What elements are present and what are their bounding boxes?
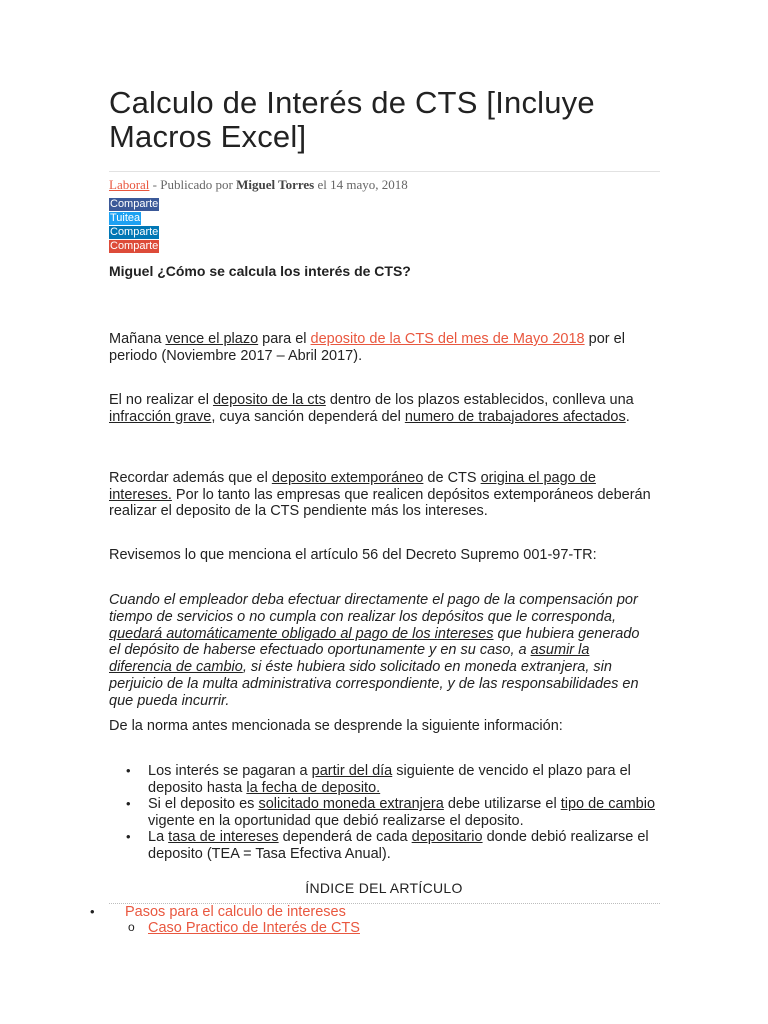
text: Si el deposito es [148, 796, 259, 813]
text: , si éste hubiera sido solicitado en moneda extranjera, sin perjuicio de la multa administrativa correspondiente, y de las responsabilidades en que pueda incurrir. [109, 659, 639, 709]
underlined-text: numero de trabajadores afectados [404, 408, 626, 425]
underlined-text: origina el pago de intereses. [109, 470, 596, 503]
text: dependerá de cada [278, 829, 412, 846]
text: . [625, 408, 630, 425]
underlined-text: asumir la diferencia de cambio [109, 642, 590, 676]
underlined-text: deposito de la cts [212, 392, 326, 408]
paragraph-2 [109, 392, 654, 425]
underlined-text: deposito extemporáneo [271, 470, 424, 486]
underlined-text: quedará automáticamente obligado al pago de los intereses [109, 625, 494, 642]
info-list [109, 763, 669, 863]
text: La [148, 829, 169, 846]
text: por el periodo (Noviembre 2017 – Abril 2017). [109, 331, 625, 364]
text: Cuando el empleador deba efectuar directamente el pago de la compensación por tiempo de servicios o no cumpla con realizar los depósitos que le corresponda, [109, 592, 638, 625]
paragraph-1 [109, 331, 654, 364]
text: vigente en la oportunidad que debió realizarse el deposito. [148, 812, 524, 829]
title-divider [109, 171, 660, 172]
underlined-text: solicitado moneda extranjera [258, 796, 444, 813]
text: de CTS [423, 470, 481, 486]
share-facebook-button[interactable]: Comparte [110, 198, 159, 210]
toc-link-case[interactable]: Caso Practico de Interés de CTS [148, 920, 360, 936]
cts-deposit-may-2018-link[interactable]: deposito de la CTS del mes de Mayo 2018 [310, 331, 585, 347]
text: dentro de los plazos establecidos, conlleva una [325, 392, 634, 408]
circle-bullet-icon: o [128, 920, 135, 934]
bullet-icon: • [90, 904, 95, 919]
underlined-text: partir del día [311, 763, 393, 779]
article-title: Calculo de Interés de CTS [Incluye Macros Excel] [109, 85, 595, 154]
article-index-title: ÍNDICE DEL ARTÍCULO [305, 880, 463, 896]
text: , cuya sanción dependerá del [211, 408, 405, 425]
text: para el [258, 331, 311, 347]
share-google-button[interactable]: Comparte [110, 240, 159, 252]
paragraph-5: De la norma antes mencionada se desprende la siguiente información: [109, 718, 563, 734]
toc-link-steps[interactable]: Pasos para el calculo de intereses [125, 904, 346, 920]
paragraph-4: Revisemos lo que menciona el artículo 56 del Decreto Supremo 001-97-TR: [109, 547, 597, 563]
text: debe utilizarse el [443, 796, 561, 813]
category-link[interactable]: Laboral [109, 177, 150, 192]
text: Los interés se pagaran a [148, 763, 312, 779]
underlined-text: tipo de cambio [560, 796, 656, 813]
underlined-text: vence el plazo [165, 331, 259, 347]
paragraph-3 [109, 470, 654, 520]
text: Mañana [109, 331, 166, 347]
share-twitter-button[interactable]: Tuitea [110, 212, 141, 224]
text: donde debió realizarse el deposito (TEA = Tasa Efectiva Anual). [148, 829, 649, 862]
list-item [109, 829, 669, 862]
text: siguiente de vencido el plazo para el deposito hasta [148, 763, 631, 796]
text: El no realizar el [109, 392, 213, 408]
list-item [109, 763, 669, 796]
list-item [109, 796, 669, 829]
text: que hubiera generado el depósito de haberse efectuado oportunamente y en su caso, a [109, 625, 640, 659]
underlined-text: infracción grave [109, 408, 212, 425]
share-linkedin-button[interactable]: Comparte [110, 226, 159, 238]
text: Recordar además que el [109, 470, 272, 486]
publish-date: 14 mayo, 2018 [330, 177, 408, 192]
author-name: Miguel Torres [236, 177, 315, 192]
date-prefix: el [314, 177, 331, 192]
underlined-text: la fecha de deposito. [246, 779, 381, 796]
lead-question: Miguel ¿Cómo se calcula los interés de CTS? [109, 263, 411, 279]
decree-quote [109, 592, 654, 710]
article-meta [109, 177, 408, 193]
underlined-text: depositario [411, 829, 483, 846]
published-prefix: - Publicado por [149, 177, 237, 192]
underlined-text: tasa de intereses [168, 829, 279, 846]
text: Por lo tanto las empresas que realicen depósitos extemporáneos deberán realizar el deposito de la CTS pendiente más los intereses. [109, 486, 651, 520]
